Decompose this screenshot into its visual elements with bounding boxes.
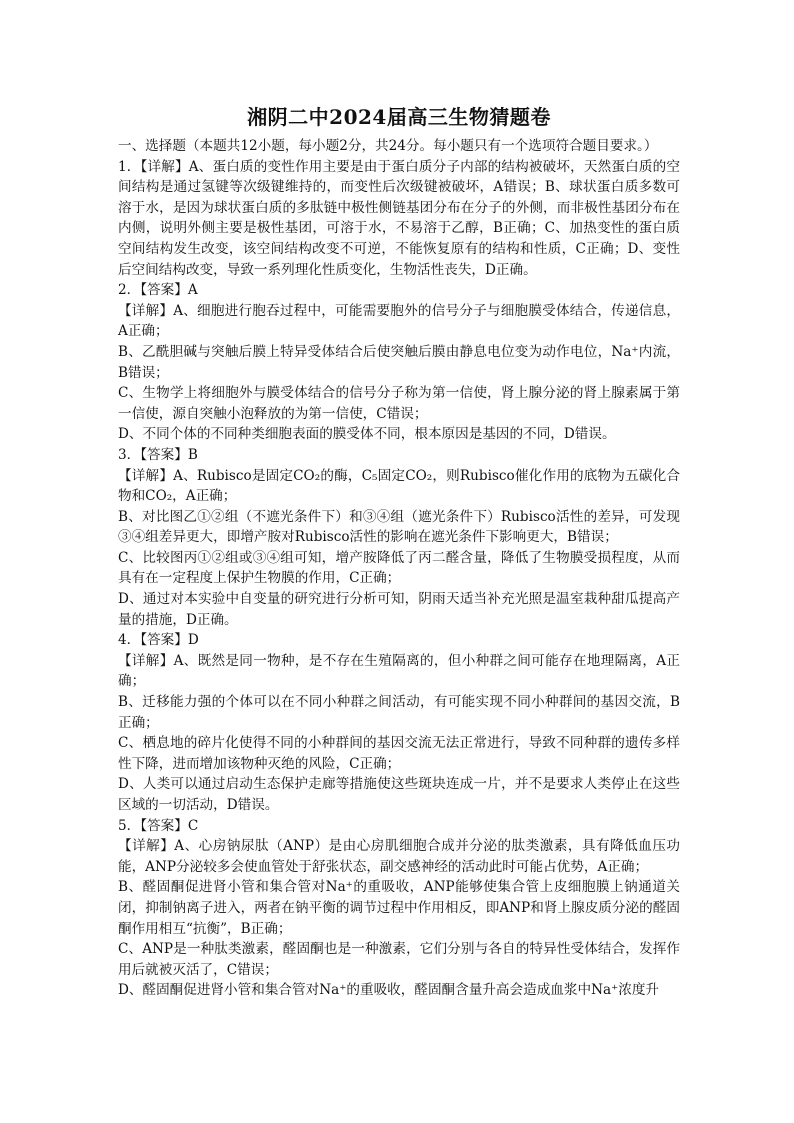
- question-5-line: B、醛固酮促进肾小管和集合管对Na⁺的重吸收，ANP能够使集合管上皮细胞膜上钠通道关闭，抑制钠离子进入，两者在钠平衡的调节过程中作用相反，即ANP和肾上腺皮质分泌的醛固酮作用相互“抗衡”，B正确；: [118, 879, 680, 937]
- question-2-line: D、不同个体的不同种类细胞表面的膜受体不同，根本原因是基因的不同，D错误。: [118, 426, 616, 443]
- question-5-answer: 5．【答案】C: [118, 817, 199, 834]
- question-5-line: 【详解】A、心房钠尿肽（ANP）是由心房肌细胞合成并分泌的肽类激素，具有降低血压功能，ANP分泌较多会使血管处于舒张状态，副交感神经的活动此时可能占优势，A正确；: [118, 838, 680, 875]
- question-4-line: D、人类可以通过启动生态保护走廊等措施使这些斑块连成一片，并不是要求人类停止在这些区域的一切活动，D错误。: [118, 776, 680, 813]
- question-4-line: B、迁移能力强的个体可以在不同小种群之间活动，有可能实现不同小种群间的基因交流，B正确；: [118, 694, 680, 731]
- question-3-line: 【详解】A、Rubisco是固定CO₂的酶，C₅固定CO₂，则Rubisco催化作用的底物为五碳化合物和CO₂，A正确；: [118, 467, 680, 505]
- question-2-answer: 2．【答案】A: [118, 282, 198, 299]
- question-4-answer: 4．【答案】D: [118, 632, 199, 649]
- question-4: [118, 630, 680, 815]
- section-header: 一、选择题（本题共12小题，每小题2分，共24分。每小题只有一个选项符合题目要求。）: [118, 138, 658, 154]
- question-5-line: D、醛固酮促进肾小管和集合管对Na⁺的重吸收，醛固酮含量升高会造成血浆中Na⁺浓度升: [118, 982, 660, 999]
- question-1-explanation: 1．【详解】A、蛋白质的变性作用主要是由于蛋白质分子内部的结构被破坏，天然蛋白质的空间结构是通过氢键等次级键维持的，而变性后次级键被破坏，A错误；B、球状蛋白质多数可溶于水，是因为球状蛋白质的多肽链中极性侧链基团分布在分子的外侧，而非极性基团分布在内侧，说明外侧主要是极性基团，可溶于水，不易溶于乙醇，B正确；C、加热变性的蛋白质空间结构发生改变，该空间结构改变不可逆，不能恢复原有的结构和性质，C正确；D、变性后空间结构改变，导致一系列理化性质变化，生物活性丧失，D正确。: [118, 158, 680, 278]
- question-5-line: C、ANP是一种肽类激素，醛固酮也是一种激素，它们分别与各自的特异性受体结合，发挥作用后就被灭活了，C错误；: [118, 941, 680, 978]
- question-2-line: C、生物学上将细胞外与膜受体结合的信号分子称为第一信使，肾上腺分泌的肾上腺素属于第一信使，源自突触小泡释放的为第一信使，C错误；: [118, 385, 680, 422]
- question-5: [118, 816, 680, 1001]
- question-2-line: B、乙酰胆碱与突触后膜上特异受体结合后使突触后膜由静息电位变为动作电位，Na⁺内流，B错误；: [118, 343, 680, 381]
- question-1: [118, 157, 680, 281]
- question-3-answer: 3．【答案】B: [118, 446, 198, 463]
- question-3-line: D、通过对本实验中自变量的研究进行分析可知，阴雨天适当补充光照是温室栽种甜瓜提高产量的措施，D正确。: [118, 591, 680, 628]
- question-2: [118, 280, 680, 445]
- question-3-line: C、比较图丙①②组或③④组可知，增产胺降低了丙二醛含量，降低了生物膜受损程度，从而具有在一定程度上保护生物膜的作用，C正确；: [118, 549, 680, 587]
- page-title: 湘阴二中2024届高三生物猜题卷: [247, 105, 551, 129]
- question-3-line: B、对比图乙①②组（不遮光条件下）和③④组（遮光条件下）Rubisco活性的差异，可发现③④组差异更大，即增产胺对Rubisco活性的影响在遮光条件下影响更大，B错误；: [118, 508, 680, 546]
- question-3: [118, 445, 680, 630]
- question-2-line: 【详解】A、细胞进行胞吞过程中，可能需要胞外的信号分子与细胞膜受体结合，传递信息，A正确；: [118, 302, 680, 340]
- document-page: [118, 104, 680, 1001]
- question-4-line: 【详解】A、既然是同一物种，是不存在生殖隔离的，但小种群之间可能存在地理隔离，A正确；: [118, 652, 680, 690]
- question-4-line: C、栖息地的碎片化使得不同的小种群间的基因交流无法正常进行，导致不同种群的遗传多样性下降，进而增加该物种灭绝的风险，C正确；: [118, 735, 680, 772]
